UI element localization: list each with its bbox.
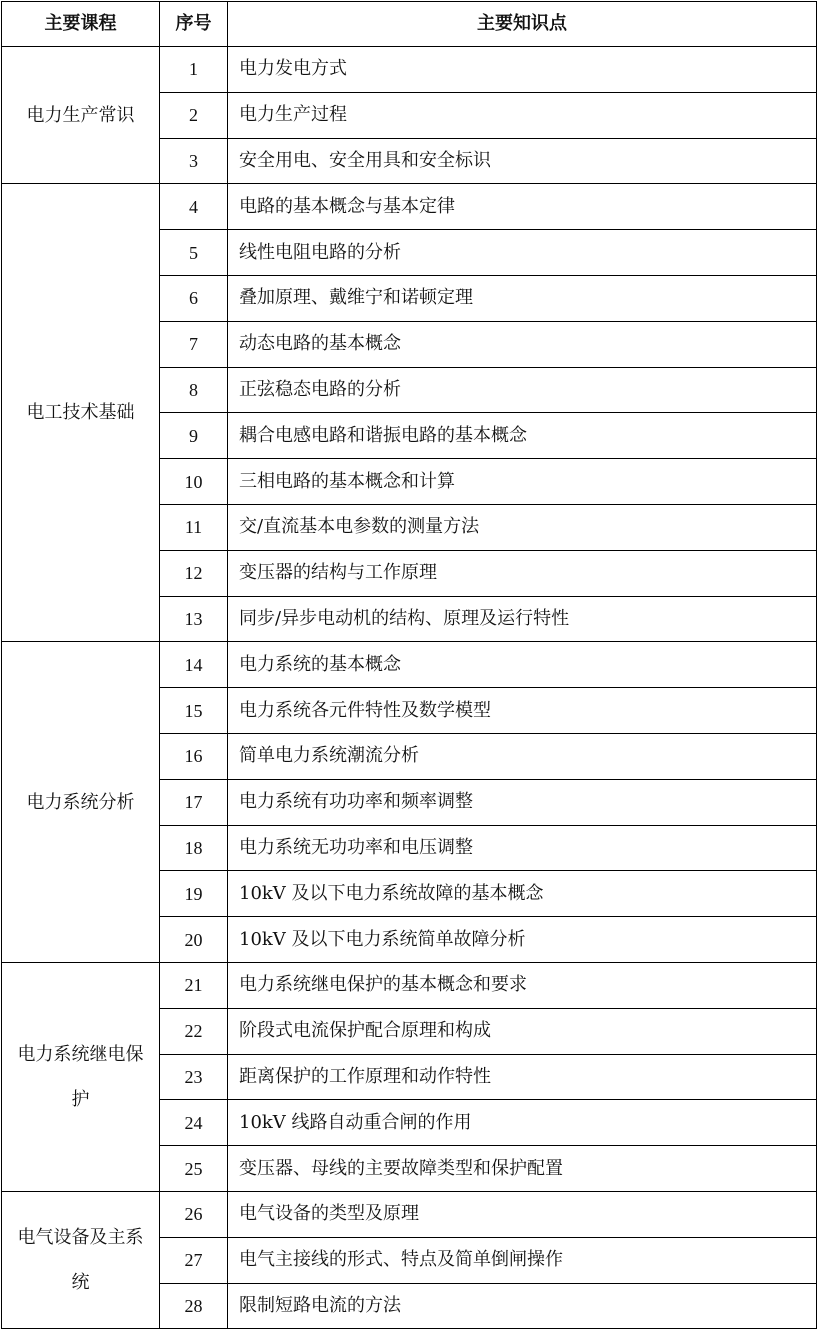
course-name-cell: 电气设备及主系统	[2, 1191, 160, 1328]
knowledge-point-cell: 电力生产过程	[228, 92, 817, 138]
row-number-cell: 14	[160, 642, 228, 688]
knowledge-point-cell: 10kV 线路自动重合闸的作用	[228, 1100, 817, 1146]
knowledge-point-cell: 距离保护的工作原理和动作特性	[228, 1054, 817, 1100]
row-number-cell: 15	[160, 688, 228, 734]
table-row	[2, 642, 817, 688]
knowledge-point-cell: 三相电路的基本概念和计算	[228, 459, 817, 505]
row-number-cell: 28	[160, 1283, 228, 1329]
row-number-cell: 25	[160, 1146, 228, 1192]
row-number-cell: 17	[160, 779, 228, 825]
row-number-cell: 7	[160, 321, 228, 367]
row-number-cell: 6	[160, 275, 228, 321]
row-number-cell: 5	[160, 230, 228, 276]
knowledge-point-cell: 叠加原理、戴维宁和诺顿定理	[228, 275, 817, 321]
knowledge-point-cell: 线性电阻电路的分析	[228, 230, 817, 276]
knowledge-point-cell: 电力系统各元件特性及数学模型	[228, 688, 817, 734]
row-number-cell: 9	[160, 413, 228, 459]
knowledge-point-cell: 正弦稳态电路的分析	[228, 367, 817, 413]
row-number-cell: 16	[160, 733, 228, 779]
row-number-cell: 24	[160, 1100, 228, 1146]
knowledge-point-cell: 电力系统无功功率和电压调整	[228, 825, 817, 871]
knowledge-point-cell: 阶段式电流保护配合原理和构成	[228, 1008, 817, 1054]
table-row	[2, 47, 817, 93]
row-number-cell: 12	[160, 550, 228, 596]
row-number-cell: 26	[160, 1191, 228, 1237]
table-row	[2, 1191, 817, 1237]
row-number-cell: 21	[160, 962, 228, 1008]
row-number-cell: 27	[160, 1237, 228, 1283]
knowledge-point-cell: 变压器的结构与工作原理	[228, 550, 817, 596]
row-number-cell: 18	[160, 825, 228, 871]
knowledge-point-cell: 限制短路电流的方法	[228, 1283, 817, 1329]
row-number-cell: 1	[160, 47, 228, 93]
knowledge-point-cell: 电力系统的基本概念	[228, 642, 817, 688]
table-body	[2, 47, 817, 1329]
header-row	[2, 2, 817, 47]
knowledge-point-cell: 电力系统继电保护的基本概念和要求	[228, 962, 817, 1008]
knowledge-point-cell: 同步/异步电动机的结构、原理及运行特性	[228, 596, 817, 642]
row-number-cell: 2	[160, 92, 228, 138]
header-course: 主要课程	[2, 2, 160, 47]
knowledge-point-cell: 10kV 及以下电力系统故障的基本概念	[228, 871, 817, 917]
header-seq: 序号	[160, 2, 228, 47]
row-number-cell: 11	[160, 504, 228, 550]
row-number-cell: 22	[160, 1008, 228, 1054]
row-number-cell: 4	[160, 184, 228, 230]
knowledge-point-cell: 安全用电、安全用具和安全标识	[228, 138, 817, 184]
course-name-cell: 电工技术基础	[2, 184, 160, 642]
course-name-cell: 电力生产常识	[2, 47, 160, 184]
row-number-cell: 20	[160, 917, 228, 963]
row-number-cell: 10	[160, 459, 228, 505]
row-number-cell: 13	[160, 596, 228, 642]
knowledge-point-cell: 简单电力系统潮流分析	[228, 733, 817, 779]
course-name-cell: 电力系统分析	[2, 642, 160, 963]
table-row	[2, 184, 817, 230]
knowledge-point-cell: 耦合电感电路和谐振电路的基本概念	[228, 413, 817, 459]
knowledge-point-cell: 电气设备的类型及原理	[228, 1191, 817, 1237]
knowledge-point-cell: 变压器、母线的主要故障类型和保护配置	[228, 1146, 817, 1192]
knowledge-point-cell: 电力发电方式	[228, 47, 817, 93]
knowledge-point-cell: 电路的基本概念与基本定律	[228, 184, 817, 230]
row-number-cell: 23	[160, 1054, 228, 1100]
knowledge-point-cell: 10kV 及以下电力系统简单故障分析	[228, 917, 817, 963]
knowledge-point-cell: 交/直流基本电参数的测量方法	[228, 504, 817, 550]
row-number-cell: 19	[160, 871, 228, 917]
header-topic: 主要知识点	[228, 2, 817, 47]
table-row	[2, 962, 817, 1008]
knowledge-point-cell: 电力系统有功功率和频率调整	[228, 779, 817, 825]
knowledge-table	[1, 1, 817, 1329]
row-number-cell: 3	[160, 138, 228, 184]
knowledge-point-cell: 电气主接线的形式、特点及简单倒闸操作	[228, 1237, 817, 1283]
course-name-cell: 电力系统继电保护	[2, 962, 160, 1191]
knowledge-point-cell: 动态电路的基本概念	[228, 321, 817, 367]
row-number-cell: 8	[160, 367, 228, 413]
